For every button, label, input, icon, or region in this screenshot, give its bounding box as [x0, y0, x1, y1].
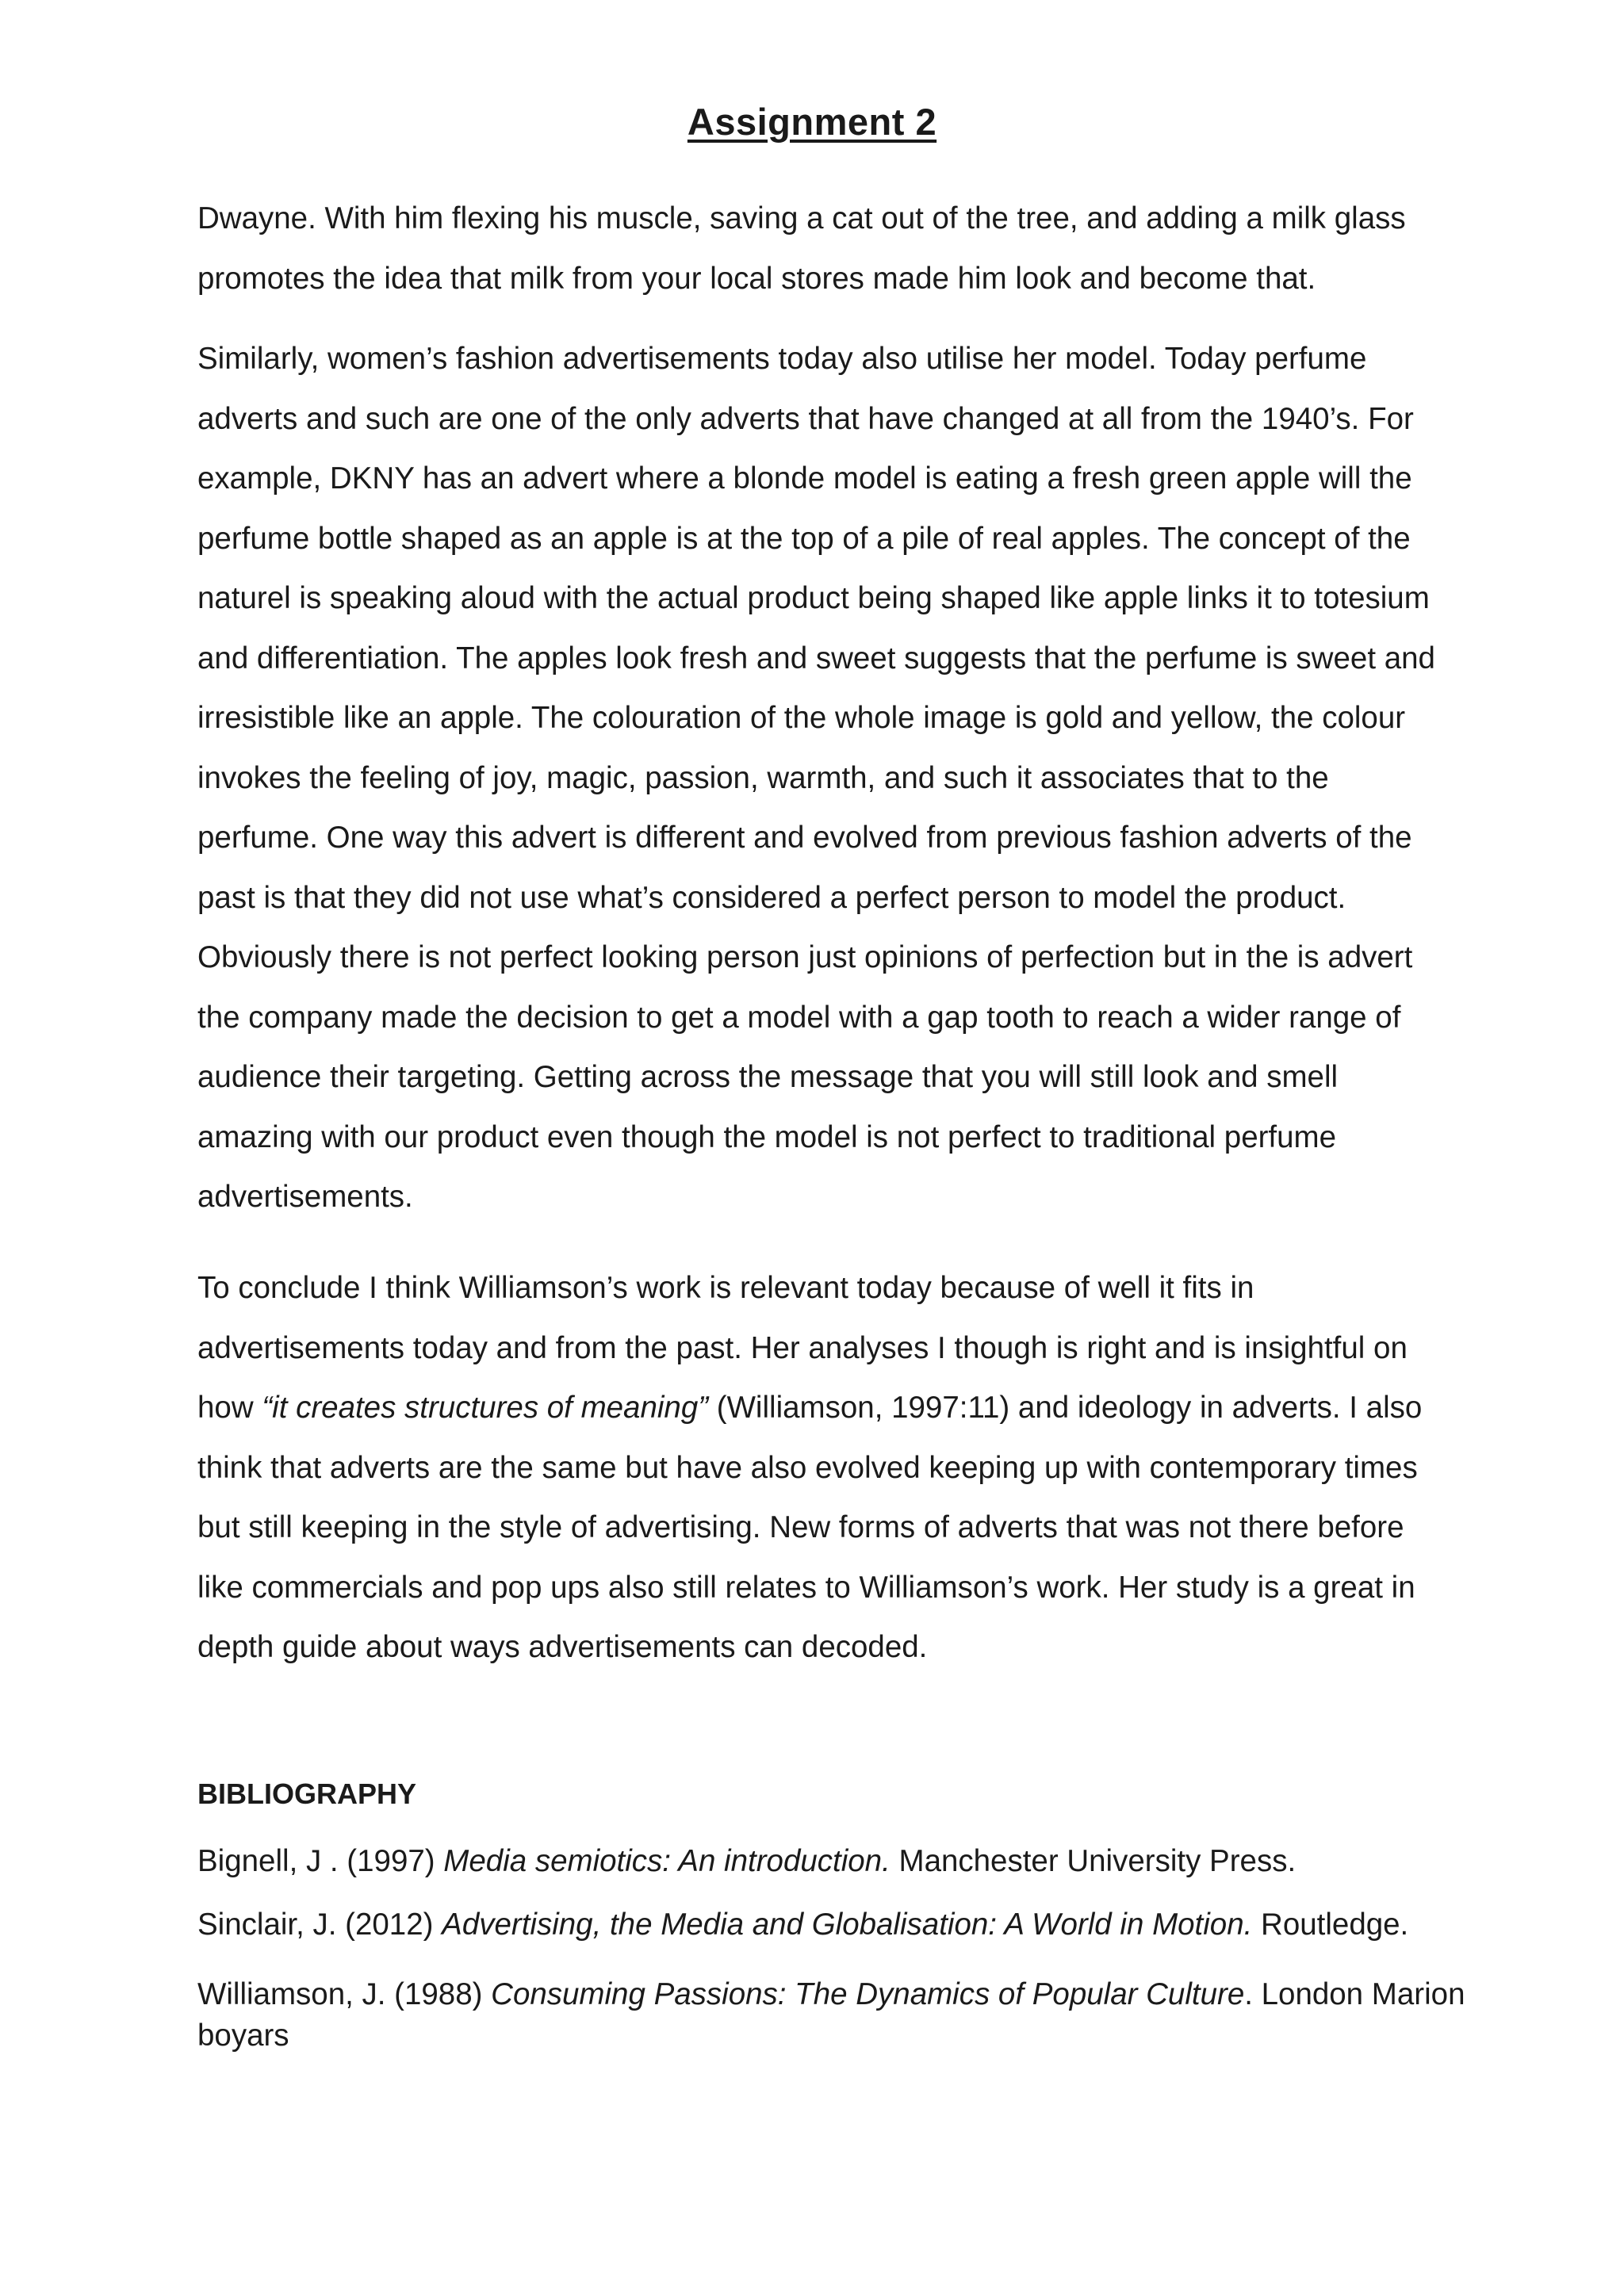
entry-line: boyars	[197, 2019, 289, 2053]
text-line: like commercials and pop ups also still relates to Williamson’s work. Her study is a great in	[197, 1570, 1415, 1605]
text-line: Similarly, women’s fashion advertisements today also utilise her model. Today perfume	[197, 342, 1367, 376]
text-line: amazing with our product even though the model is not perfect to traditional perfume	[197, 1119, 1337, 1154]
entry-title: Consuming Passions: The Dynamics of Popular Culture	[491, 1977, 1245, 2011]
text-line: past is that they did not use what’s considered a perfect person to model the product.	[197, 880, 1346, 915]
text-line: advertisements.	[197, 1180, 413, 1214]
bibliography-entry	[197, 1841, 1434, 1882]
text-line: advertisements today and from the past. Her analyses I though is right and is insightful on	[197, 1330, 1408, 1365]
bibliography-entry	[197, 1904, 1434, 1946]
text-line: depth guide about ways advertisements can decoded.	[197, 1630, 928, 1664]
text-line: think that adverts are the same but have also evolved keeping up with contemporary times	[197, 1450, 1418, 1485]
text-line: but still keeping in the style of advertising. New forms of adverts that was not there before	[197, 1510, 1404, 1544]
paragraph-fashion-adverts	[197, 329, 1434, 1227]
text-line-with-quote	[197, 1378, 1434, 1438]
text-line: perfume bottle shaped as an apple is at the top of a pile of real apples. The concept of the	[197, 521, 1411, 556]
text-line: perfume. One way this advert is different and evolved from previous fashion adverts of the	[197, 821, 1412, 855]
text-line: irresistible like an apple. The colouration of the whole image is gold and yellow, the colour	[197, 701, 1406, 735]
text-line: audience their targeting. Getting across the message that you will still look and smell	[197, 1060, 1339, 1094]
quotation: “it creates structures of meaning”	[262, 1391, 709, 1425]
entry-title: Media semiotics: An introduction.	[443, 1844, 891, 1878]
entry-author: Bignell, J . (1997)	[197, 1844, 444, 1878]
text-line: To conclude I think Williamson’s work is relevant today because of well it fits in	[197, 1271, 1254, 1305]
text-line: the company made the decision to get a model with a gap tooth to reach a wider range of	[197, 1000, 1401, 1035]
paragraph-intro	[197, 189, 1434, 308]
entry-publisher: Routledge.	[1252, 1908, 1409, 1942]
paragraph-conclusion	[197, 1258, 1434, 1678]
entry-publisher: Manchester University Press.	[890, 1844, 1297, 1878]
entry-author: Williamson, J. (1988)	[197, 1977, 492, 2011]
text-line: promotes the idea that milk from your local stores made him look and become that.	[197, 261, 1316, 296]
entry-publisher: . London Marion	[1244, 1977, 1465, 2011]
entry-line	[197, 1974, 1465, 2015]
entry-title: Advertising, the Media and Globalisation: A World in Motion.	[442, 1908, 1253, 1942]
text-line: example, DKNY has an advert where a blonde model is eating a fresh green apple will the	[197, 461, 1412, 496]
text-line: adverts and such are one of the only adverts that have changed at all from the 1940’s. For	[197, 401, 1414, 436]
bibliography-heading: BIBLIOGRAPHY	[197, 1777, 417, 1810]
bibliography-entry	[197, 1974, 1465, 2057]
text-fragment: (Williamson, 1997:11) and ideology in adverts. I also	[708, 1391, 1423, 1425]
text-line: naturel is speaking aloud with the actual product being shaped like apple links it to totesium	[197, 581, 1430, 615]
text-line: invokes the feeling of joy, magic, passion, warmth, and such it associates that to the	[197, 760, 1329, 795]
text-line: Obviously there is not perfect looking person just opinions of perfection but in the is advert	[197, 940, 1413, 974]
page-title: Assignment 2	[687, 101, 937, 143]
text-fragment: how	[197, 1391, 262, 1425]
text-line: and differentiation. The apples look fresh and sweet suggests that the perfume is sweet and	[197, 641, 1435, 675]
entry-author: Sinclair, J. (2012)	[197, 1908, 442, 1942]
text-line: Dwayne. With him flexing his muscle, saving a cat out of the tree, and adding a milk glass	[197, 201, 1406, 235]
